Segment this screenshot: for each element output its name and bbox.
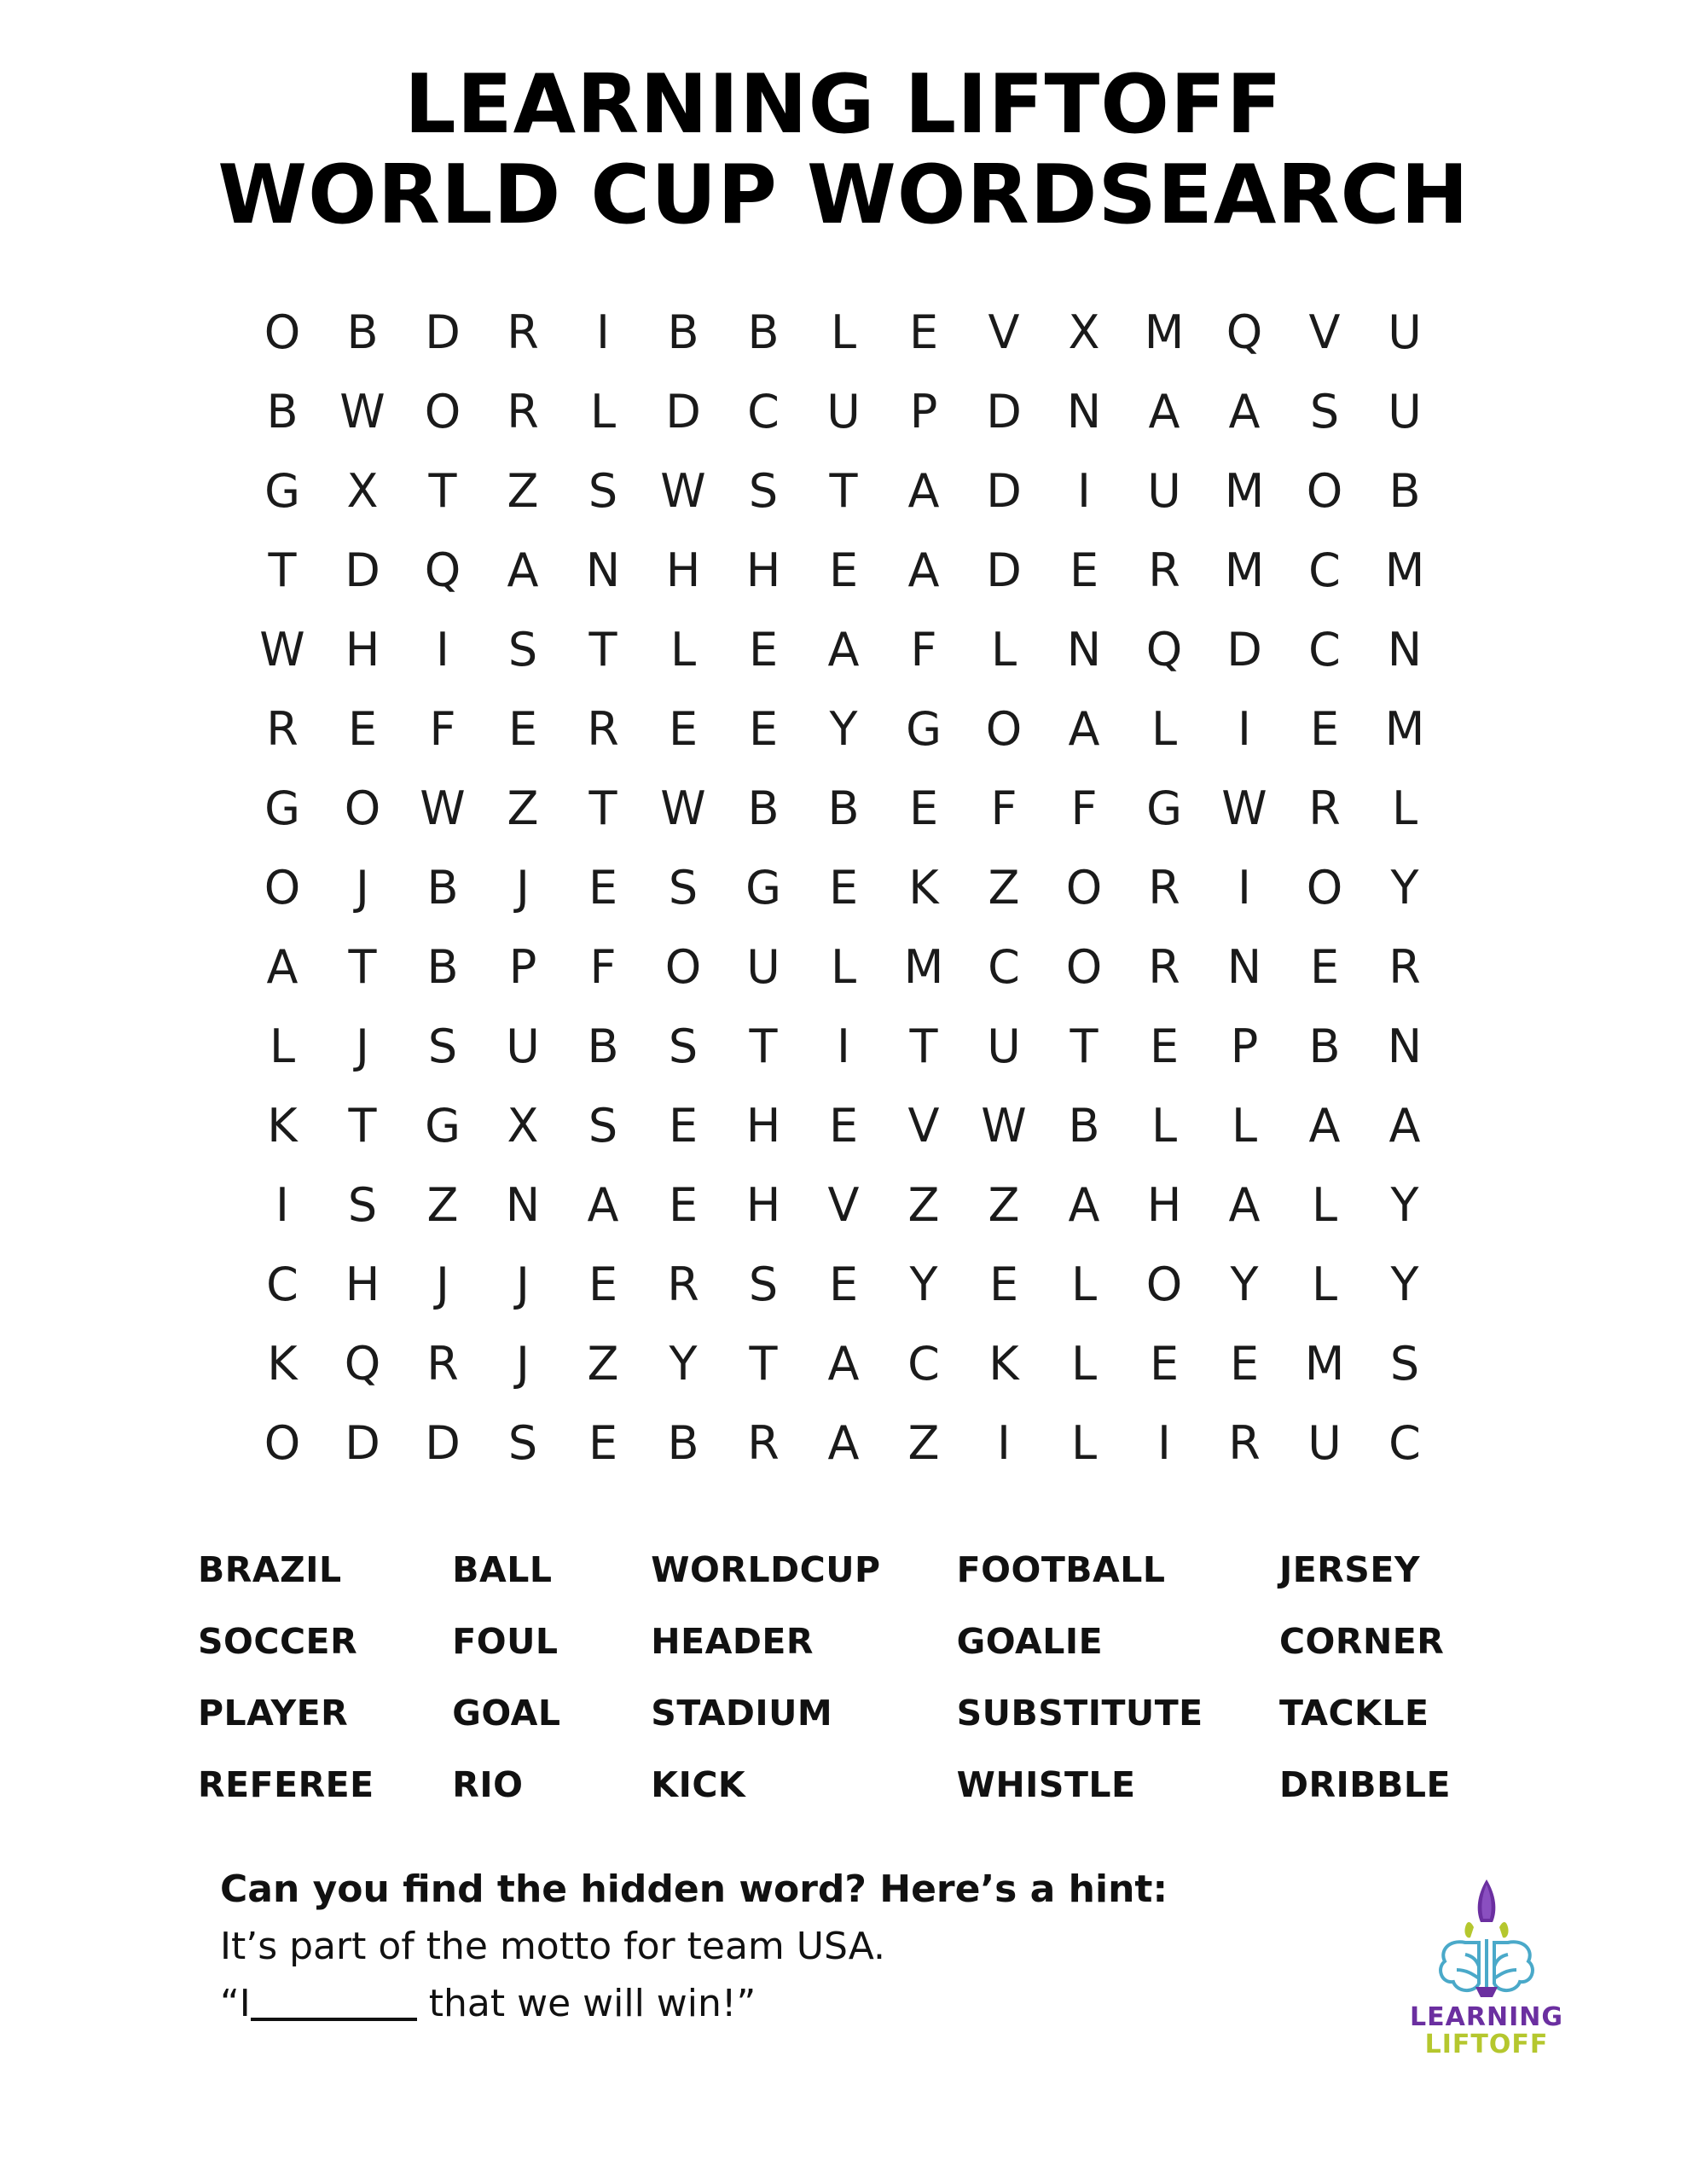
grid-cell[interactable]: R (1148, 543, 1180, 597)
grid-cell[interactable]: O (264, 1415, 301, 1470)
grid-cell[interactable]: S (507, 1415, 538, 1470)
grid-cell[interactable]: R (507, 305, 539, 359)
grid-cell[interactable]: E (828, 860, 859, 915)
grid-cell[interactable]: N (1066, 622, 1102, 677)
word-list-row (191, 1606, 1496, 1677)
grid-cell[interactable]: L (1311, 1177, 1338, 1232)
word-list-row (191, 1749, 1496, 1821)
grid-cell[interactable]: S (668, 1019, 699, 1073)
grid-cell[interactable]: N (1066, 384, 1102, 439)
grid-cell[interactable]: O (344, 781, 381, 835)
word-list-item[interactable]: GOAL (452, 1692, 561, 1734)
grid-row (242, 372, 1445, 451)
grid-cell[interactable]: Q (1226, 305, 1263, 359)
grid-cell[interactable]: U (987, 1019, 1021, 1073)
grid-cell[interactable]: S (507, 622, 538, 677)
hint-line-2: It’s part of the motto for team USA. (220, 1924, 886, 1968)
grid-cell[interactable]: E (347, 701, 378, 756)
grid-cell[interactable]: R (747, 1415, 780, 1470)
grid-cell[interactable]: A (507, 543, 539, 597)
word-list-item[interactable]: FOUL (452, 1620, 559, 1662)
grid-cell[interactable]: T (348, 1098, 377, 1153)
grid-cell[interactable]: X (1068, 305, 1100, 359)
grid-cell[interactable]: E (588, 1257, 618, 1311)
grid-cell[interactable]: S (668, 860, 699, 915)
grid-cell[interactable]: W (660, 463, 706, 518)
grid-cell[interactable]: A (907, 463, 940, 518)
grid-row (242, 1245, 1445, 1324)
grid-cell[interactable]: Z (988, 1177, 1020, 1232)
grid-cell[interactable]: A (1308, 1098, 1341, 1153)
grid-cell[interactable]: A (266, 939, 299, 994)
grid-cell[interactable]: E (988, 1257, 1019, 1311)
grid-cell[interactable]: W (981, 1098, 1027, 1153)
grid-cell[interactable]: Z (587, 1336, 619, 1391)
grid-cell[interactable]: W (339, 384, 386, 439)
grid-cell[interactable]: H (745, 1098, 781, 1153)
grid-cell[interactable]: N (1387, 1019, 1423, 1073)
grid-cell[interactable]: O (264, 860, 301, 915)
grid-cell[interactable]: T (348, 939, 377, 994)
grid-cell[interactable]: B (1068, 1098, 1100, 1153)
grid-row (242, 769, 1445, 848)
grid-cell[interactable]: D (345, 1415, 380, 1470)
logo-text-line-2: LIFTOFF (1424, 2030, 1549, 2060)
grid-cell[interactable]: A (1068, 701, 1100, 756)
grid-cell[interactable]: L (830, 939, 857, 994)
grid-cell[interactable]: U (826, 384, 861, 439)
hint-quote-end: that we will win!” (428, 1981, 757, 2025)
grid-cell[interactable]: R (667, 1257, 699, 1311)
grid-cell[interactable]: B (667, 305, 699, 359)
grid-cell[interactable]: M (1224, 463, 1265, 518)
grid-cell[interactable]: A (1068, 1177, 1100, 1232)
grid-cell[interactable]: C (907, 1336, 940, 1391)
grid-cell[interactable]: S (1309, 384, 1340, 439)
grid-cell[interactable]: D (345, 543, 380, 597)
grid-cell[interactable]: Y (1390, 860, 1419, 915)
grid-cell[interactable]: C (1388, 1415, 1421, 1470)
grid-cell[interactable]: D (986, 384, 1022, 439)
grid-cell[interactable]: T (268, 543, 297, 597)
grid-cell[interactable]: I (596, 305, 610, 359)
grid-cell[interactable]: D (665, 384, 701, 439)
grid-cell[interactable]: A (827, 622, 860, 677)
grid-cell[interactable]: E (1229, 1336, 1260, 1391)
grid-cell[interactable]: L (1070, 1336, 1098, 1391)
grid-cell[interactable]: I (1238, 701, 1251, 756)
grid-cell[interactable]: U (506, 1019, 540, 1073)
grid-cell[interactable]: F (589, 939, 617, 994)
grid-row (242, 610, 1445, 689)
grid-cell[interactable]: L (589, 384, 617, 439)
grid-cell[interactable]: B (587, 1019, 619, 1073)
grid-cell[interactable]: H (345, 622, 380, 677)
grid-cell[interactable]: E (828, 543, 859, 597)
grid-cell[interactable]: R (587, 701, 619, 756)
grid-cell[interactable]: D (425, 1415, 461, 1470)
grid-cell[interactable]: Q (1145, 622, 1183, 677)
grid-cell[interactable]: C (988, 939, 1020, 994)
grid-cell[interactable]: Y (669, 1336, 698, 1391)
grid-cell[interactable]: A (1148, 384, 1180, 439)
grid-cell[interactable]: O (1065, 860, 1103, 915)
grid-cell[interactable]: R (426, 1336, 459, 1391)
grid-cell[interactable]: O (1065, 939, 1103, 994)
grid-cell[interactable]: R (1148, 860, 1180, 915)
word-list-item[interactable]: WORLDCUP (651, 1548, 881, 1590)
grid-cell[interactable]: D (425, 305, 461, 359)
grid-cell[interactable]: S (427, 1019, 458, 1073)
grid-cell[interactable]: E (668, 1177, 699, 1232)
grid-cell[interactable]: E (1149, 1019, 1180, 1073)
grid-cell[interactable]: B (747, 305, 780, 359)
grid-cell[interactable]: J (516, 1257, 530, 1311)
grid-cell[interactable]: T (588, 781, 617, 835)
grid-cell[interactable]: C (747, 384, 780, 439)
grid-cell[interactable]: Y (829, 701, 858, 756)
grid-cell[interactable]: B (426, 939, 459, 994)
grid-cell[interactable]: X (507, 1098, 539, 1153)
grid-cell[interactable]: U (746, 939, 780, 994)
grid-cell[interactable]: A (1228, 384, 1261, 439)
grid-cell[interactable]: E (588, 860, 618, 915)
grid-cell[interactable]: V (827, 1177, 860, 1232)
grid-cell[interactable]: J (356, 1019, 369, 1073)
word-list-item[interactable]: HEADER (651, 1620, 814, 1662)
word-list-item[interactable]: PLAYER (198, 1692, 349, 1734)
grid-cell[interactable]: A (827, 1336, 860, 1391)
grid-cell[interactable]: U (1147, 463, 1181, 518)
grid-cell[interactable]: L (1391, 781, 1418, 835)
rocket-brain-icon (1414, 1876, 1559, 2004)
grid-cell[interactable]: T (588, 622, 617, 677)
grid-cell[interactable]: B (346, 305, 379, 359)
grid-cell[interactable]: W (1221, 781, 1267, 835)
grid-cell[interactable]: F (910, 622, 937, 677)
grid-row (242, 1403, 1445, 1483)
grid-cell[interactable]: U (1307, 1415, 1342, 1470)
grid-cell[interactable]: W (420, 781, 466, 835)
grid-row (242, 1007, 1445, 1086)
hint-question: Can you find the hidden word? Here’s a hint: (220, 1867, 1168, 1911)
grid-cell[interactable]: M (1384, 543, 1425, 597)
answer-blank[interactable] (251, 1985, 417, 2021)
grid-cell[interactable]: G (264, 463, 300, 518)
grid-cell[interactable]: O (1306, 463, 1343, 518)
grid-cell[interactable]: T (829, 463, 858, 518)
word-list-item[interactable]: SOCCER (198, 1620, 358, 1662)
brand-logo (1388, 1876, 1585, 2059)
grid-cell[interactable]: H (745, 543, 781, 597)
grid-cell[interactable]: T (909, 1019, 938, 1073)
grid-row (242, 689, 1445, 769)
word-list-item[interactable]: RIO (452, 1763, 524, 1805)
title-line-2: WORLD CUP WORDSEARCH (217, 148, 1470, 243)
grid-cell[interactable]: L (990, 622, 1017, 677)
grid-cell[interactable]: N (1387, 622, 1423, 677)
grid-cell[interactable]: T (1070, 1019, 1099, 1073)
word-list-item[interactable]: SUBSTITUTE (956, 1692, 1203, 1734)
grid-row (242, 1324, 1445, 1403)
grid-cell[interactable]: M (1384, 701, 1425, 756)
wordsearch-grid (242, 293, 1445, 1483)
grid-cell[interactable]: O (664, 939, 702, 994)
grid-cell[interactable]: R (507, 384, 539, 439)
grid-cell[interactable]: B (1388, 463, 1421, 518)
grid-cell[interactable]: E (908, 781, 939, 835)
grid-cell[interactable]: L (1151, 701, 1178, 756)
grid-cell[interactable]: F (990, 781, 1017, 835)
word-list-item[interactable]: BALL (452, 1548, 553, 1590)
grid-cell[interactable]: S (1389, 1336, 1420, 1391)
grid-cell[interactable]: M (1144, 305, 1185, 359)
grid-cell[interactable]: X (346, 463, 379, 518)
hint-line-3 (220, 1982, 1533, 2025)
grid-cell[interactable]: A (587, 1177, 619, 1232)
grid-cell[interactable]: B (426, 860, 459, 915)
grid-cell[interactable]: D (986, 463, 1022, 518)
grid-cell[interactable]: Y (1230, 1257, 1259, 1311)
word-list-item[interactable]: STADIUM (651, 1692, 833, 1734)
grid-cell[interactable]: M (903, 939, 944, 994)
grid-cell[interactable]: K (908, 860, 939, 915)
grid-cell[interactable]: F (1070, 781, 1098, 835)
word-list-item[interactable]: JERSEY (1278, 1548, 1421, 1590)
grid-cell[interactable]: Z (507, 781, 539, 835)
grid-cell[interactable]: I (997, 1415, 1011, 1470)
word-list-item[interactable]: FOOTBALL (956, 1548, 1166, 1590)
word-list-item[interactable]: BRAZIL (198, 1548, 342, 1590)
grid-cell[interactable]: R (266, 701, 299, 756)
word-list-item[interactable]: GOALIE (956, 1620, 1104, 1662)
grid-cell[interactable]: P (909, 384, 938, 439)
grid-cell[interactable]: I (1077, 463, 1091, 518)
grid-cell[interactable]: O (424, 384, 461, 439)
grid-row (242, 451, 1445, 531)
grid-cell[interactable]: G (425, 1098, 461, 1153)
page-title (0, 0, 1687, 241)
grid-cell[interactable]: B (827, 781, 860, 835)
grid-cell[interactable]: U (1388, 384, 1422, 439)
grid-cell[interactable]: H (745, 1177, 781, 1232)
grid-cell[interactable]: Z (507, 463, 539, 518)
grid-cell[interactable]: T (428, 463, 457, 518)
grid-cell[interactable]: R (1228, 1415, 1261, 1470)
grid-cell[interactable]: E (1309, 939, 1340, 994)
word-list-item[interactable]: TACKLE (1278, 1692, 1429, 1734)
grid-cell[interactable]: B (667, 1415, 699, 1470)
grid-cell[interactable]: G (745, 860, 781, 915)
grid-cell[interactable]: B (266, 384, 299, 439)
grid-cell[interactable]: R (1148, 939, 1180, 994)
grid-cell[interactable]: Y (909, 1257, 938, 1311)
grid-cell[interactable]: O (1145, 1257, 1183, 1311)
grid-cell[interactable]: E (828, 1098, 859, 1153)
grid-cell[interactable]: V (907, 1098, 940, 1153)
word-list-item[interactable]: REFEREE (198, 1763, 374, 1805)
word-list-item[interactable]: DRIBBLE (1278, 1763, 1451, 1805)
grid-cell[interactable]: A (1388, 1098, 1421, 1153)
grid-cell[interactable]: N (585, 543, 621, 597)
grid-cell[interactable]: G (1146, 781, 1182, 835)
grid-cell[interactable]: Q (424, 543, 461, 597)
grid-cell[interactable]: E (588, 1415, 618, 1470)
grid-cell[interactable]: Z (988, 860, 1020, 915)
grid-cell[interactable]: A (827, 1415, 860, 1470)
grid-cell[interactable]: O (264, 305, 301, 359)
grid-cell[interactable]: V (988, 305, 1020, 359)
word-list-item[interactable]: KICK (651, 1763, 746, 1805)
grid-cell[interactable]: L (1070, 1415, 1098, 1470)
grid-cell[interactable]: H (665, 543, 701, 597)
grid-cell[interactable]: C (1308, 622, 1341, 677)
grid-cell[interactable]: C (1308, 543, 1341, 597)
grid-cell[interactable]: M (1224, 543, 1265, 597)
word-list-item[interactable]: WHISTLE (956, 1763, 1136, 1805)
grid-cell[interactable]: E (668, 701, 699, 756)
grid-row (242, 531, 1445, 610)
grid-row (242, 293, 1445, 372)
grid-cell[interactable]: L (1231, 1098, 1258, 1153)
grid-cell[interactable]: J (436, 1257, 449, 1311)
grid-cell[interactable]: I (837, 1019, 850, 1073)
grid-cell[interactable]: E (1069, 543, 1099, 597)
word-list-row (191, 1677, 1496, 1749)
grid-cell[interactable]: S (748, 463, 779, 518)
grid-cell[interactable]: R (1388, 939, 1421, 994)
grid-cell[interactable]: J (516, 860, 530, 915)
grid-cell[interactable]: L (1311, 1257, 1338, 1311)
grid-cell[interactable]: T (749, 1336, 778, 1391)
grid-cell[interactable]: B (747, 781, 780, 835)
word-list-container (0, 1534, 1687, 1821)
grid-cell[interactable]: D (986, 543, 1022, 597)
grid-row (242, 927, 1445, 1007)
grid-cell[interactable]: E (1149, 1336, 1180, 1391)
title-line-1: LEARNING LIFTOFF (404, 58, 1283, 152)
grid-cell[interactable]: B (1308, 1019, 1341, 1073)
grid-cell[interactable]: L (1070, 1257, 1098, 1311)
grid-cell[interactable]: S (588, 1098, 618, 1153)
grid-cell[interactable]: S (748, 1257, 779, 1311)
grid-cell[interactable]: W (660, 781, 706, 835)
logo-text-line-1: LEARNING (1410, 2002, 1563, 2032)
grid-cell[interactable]: I (1157, 1415, 1171, 1470)
grid-cell[interactable]: M (1304, 1336, 1345, 1391)
grid-cell[interactable]: I (1238, 860, 1251, 915)
grid-cell[interactable]: S (347, 1177, 378, 1232)
wordsearch-grid-container (0, 293, 1687, 1483)
grid-cell[interactable]: R (1308, 781, 1341, 835)
grid-cell[interactable]: N (505, 1177, 541, 1232)
grid-cell[interactable]: E (1309, 701, 1340, 756)
grid-cell[interactable]: I (275, 1177, 289, 1232)
grid-cell[interactable]: V (1308, 305, 1341, 359)
grid-cell[interactable]: G (264, 781, 300, 835)
grid-cell[interactable]: O (1306, 860, 1343, 915)
grid-cell[interactable]: P (508, 939, 537, 994)
grid-cell[interactable]: L (830, 305, 857, 359)
grid-cell[interactable]: Z (907, 1177, 940, 1232)
grid-cell[interactable]: I (436, 622, 449, 677)
grid-cell[interactable]: T (749, 1019, 778, 1073)
hint-quote-start: “I (220, 1981, 251, 2025)
grid-cell[interactable]: E (668, 1098, 699, 1153)
grid-cell[interactable]: H (1146, 1177, 1182, 1232)
grid-cell[interactable]: A (907, 543, 940, 597)
grid-cell[interactable]: L (670, 622, 697, 677)
grid-row (242, 848, 1445, 927)
grid-cell[interactable]: D (1226, 622, 1262, 677)
grid-cell[interactable]: Z (907, 1415, 940, 1470)
word-list-row (191, 1534, 1496, 1606)
grid-cell[interactable]: E (507, 701, 538, 756)
grid-row (242, 1086, 1445, 1165)
grid-cell[interactable]: G (906, 701, 942, 756)
grid-cell[interactable]: J (516, 1336, 530, 1391)
grid-cell[interactable]: P (1230, 1019, 1259, 1073)
grid-cell[interactable]: Z (426, 1177, 459, 1232)
hint-section (0, 1867, 1687, 2060)
grid-cell[interactable]: L (269, 1019, 296, 1073)
grid-cell[interactable]: F (429, 701, 456, 756)
grid-cell[interactable]: E (828, 1257, 859, 1311)
grid-cell[interactable]: A (1228, 1177, 1261, 1232)
grid-cell[interactable]: H (345, 1257, 380, 1311)
grid-cell[interactable]: K (988, 1336, 1019, 1391)
grid-cell[interactable]: Y (1390, 1177, 1419, 1232)
grid-cell[interactable]: L (1151, 1098, 1178, 1153)
grid-cell[interactable]: J (356, 860, 369, 915)
grid-cell[interactable]: W (259, 622, 305, 677)
grid-cell[interactable]: E (748, 701, 779, 756)
grid-cell[interactable]: N (1226, 939, 1262, 994)
grid-cell[interactable]: Y (1390, 1257, 1419, 1311)
grid-row (242, 1165, 1445, 1245)
grid-cell[interactable]: S (588, 463, 618, 518)
grid-cell[interactable]: K (267, 1098, 298, 1153)
grid-cell[interactable]: E (748, 622, 779, 677)
grid-cell[interactable]: Q (344, 1336, 381, 1391)
grid-cell[interactable]: O (985, 701, 1023, 756)
grid-cell[interactable]: E (908, 305, 939, 359)
grid-cell[interactable]: K (267, 1336, 298, 1391)
grid-cell[interactable]: C (266, 1257, 299, 1311)
word-list-item[interactable]: CORNER (1278, 1620, 1445, 1662)
word-list (191, 1534, 1496, 1821)
grid-cell[interactable]: U (1388, 305, 1422, 359)
